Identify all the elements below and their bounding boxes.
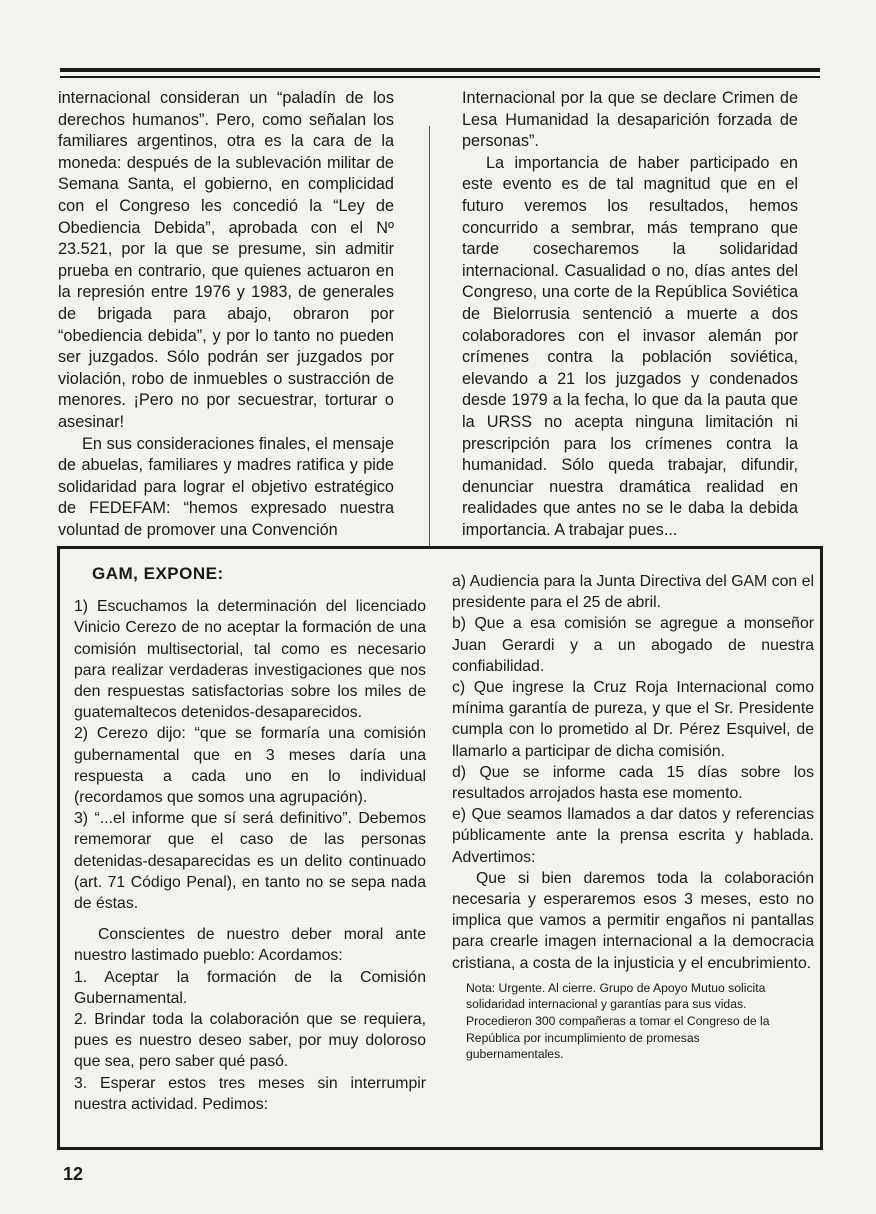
spacer <box>74 914 426 924</box>
article-paragraph: Internacional por la que se declare Crimen de Lesa Humanidad la desaparición forzada de personas”. <box>462 89 798 151</box>
box-paragraph: 2) Cerezo dijo: “que se formaría una comisión gubernamental que en 3 meses daría una respuesta a cada uno en lo individual (recordamos que somos una agrupación). <box>74 725 426 807</box>
box-paragraph: Conscientes de nuestro deber moral ante nuestro lastimado pueblo: Acordamos: <box>74 926 426 965</box>
urgent-note: Nota: Urgente. Al cierre. Grupo de Apoyo Mutuo solicita solidaridad internacional y garantías para sus vidas. Procedieron 300 compañeras a tomar el Congreso de la República por incumplimiento de promesas gubernamentales. <box>466 980 770 1062</box>
box-paragraph: 3) “...el informe que sí será definitivo”. Debemos rememorar que el caso de las personas detenidas-desaparecidas es un delito continuado (art. 71 Código Penal), en tanto no se sepa nada de éstas. <box>74 810 426 913</box>
article-left-column <box>58 88 394 541</box>
article-paragraph: La importancia de haber participado en este evento es de tal magnitud que en el futuro veremos los resultados, hemos concurrido a sembrar, más temprano que tarde cosecharemos la solidaridad internacional. Casualidad o no, días antes del Congreso, una corte de la República Soviética de Bielorrusia sentenció a muerte a dos colaboradores con el invasor alemán por crímenes contra la población soviética, elevando a 21 los juzgados y condenados desde 1979 a la fecha, lo que da la pauta que la URSS no acepta ninguna limitación ni prescripción para los crímenes contra la humanidad. Sólo queda trabajar, difundir, denunciar nuestra dramática realidad en realidades que antes no se le daba la debida importancia. A trabajar pues... <box>462 153 798 539</box>
box-paragraph: a) Audiencia para la Junta Directiva del GAM con el presidente para el 25 de abril. <box>452 573 814 612</box>
box-paragraph: b) Que a esa comisión se agregue a monseñor Juan Gerardi y a un abogado de nuestra confiabilidad. <box>452 615 814 675</box>
box-right-column <box>452 571 814 1063</box>
page-number: 12 <box>63 1164 84 1184</box>
box-paragraph: d) Que se informe cada 15 días sobre los resultados arrojados hasta ese momento. <box>452 763 814 803</box>
box-paragraph: 2. Brindar toda la colaboración que se requiera, pues es nuestro deseo saber, por muy doloroso que sea, pero saber qué pasó. <box>74 1011 426 1071</box>
box-left-column <box>74 563 426 1115</box>
article-right-column <box>462 88 798 541</box>
gam-statement-box <box>57 546 823 1150</box>
article-paragraph: En sus consideraciones finales, el mensaje de abuelas, familiares y madres ratifica y pide solidaridad para lograr el objetivo estratégico de FEDEFAM: “hemos expresado nuestra voluntad de promover una Convención <box>58 434 394 539</box>
box-paragraph: e) Que seamos llamados a dar datos y referencias públicamente ante la prensa escrita y hablada. Advertimos: <box>452 806 814 866</box>
box-paragraph: 3. Esperar estos tres meses sin interrumpir nuestra actividad. Pedimos: <box>74 1074 426 1113</box>
top-rule <box>60 68 820 78</box>
column-divider <box>429 126 430 546</box>
box-paragraph: Que si bien daremos toda la colaboración necesaria y esperaremos esos 3 meses, esto no implica que vamos a permitir engaños ni pantallas para crearle imagen internacional a la democracia cristiana, a costa de la injusticia y el encubrimiento. <box>452 869 814 972</box>
box-paragraph: c) Que ingrese la Cruz Roja Internacional como mínima garantía de pureza, y que el Sr. Presidente cumpla con lo prometido al Dr. Pérez Esquivel, de llamarlo a participar de dicha comisión. <box>452 679 814 760</box>
box-heading: GAM, EXPONE: <box>92 564 224 583</box>
box-paragraph: 1) Escuchamos la determinación del licenciado Vinicio Cerezo de no aceptar la formación de una comisión multisectorial, tal como es necesario para realizar verdaderas investigaciones que nos den respuestas satisfactorias sobre los miles de guatemaltecos detenidos-desaparecidos. <box>74 598 426 722</box>
article-paragraph: internacional consideran un “paladín de los derechos humanos”. Pero, como señalan los familiares argentinos, otra es la cara de la moneda: después de la sublevación militar de Semana Santa, el gobierno, en complicidad con el Congreso les concedió la “Ley de Obediencia Debida”, aprobada con el Nº 23.521, por la que se presume, sin admitir prueba en contrario, que quienes actuaron en la represión entre 1976 y 1983, de generales de brigada para abajo, obraron por “obediencia debida”, y por lo tanto no pueden ser juzgados. Sólo podrán ser juzgados por violación, robo de inmuebles o sustracción de menores. ¡Pero no por secuestrar, torturar o asesinar! <box>58 89 394 431</box>
box-paragraph: 1. Aceptar la formación de la Comisión Gubernamental. <box>74 968 426 1007</box>
